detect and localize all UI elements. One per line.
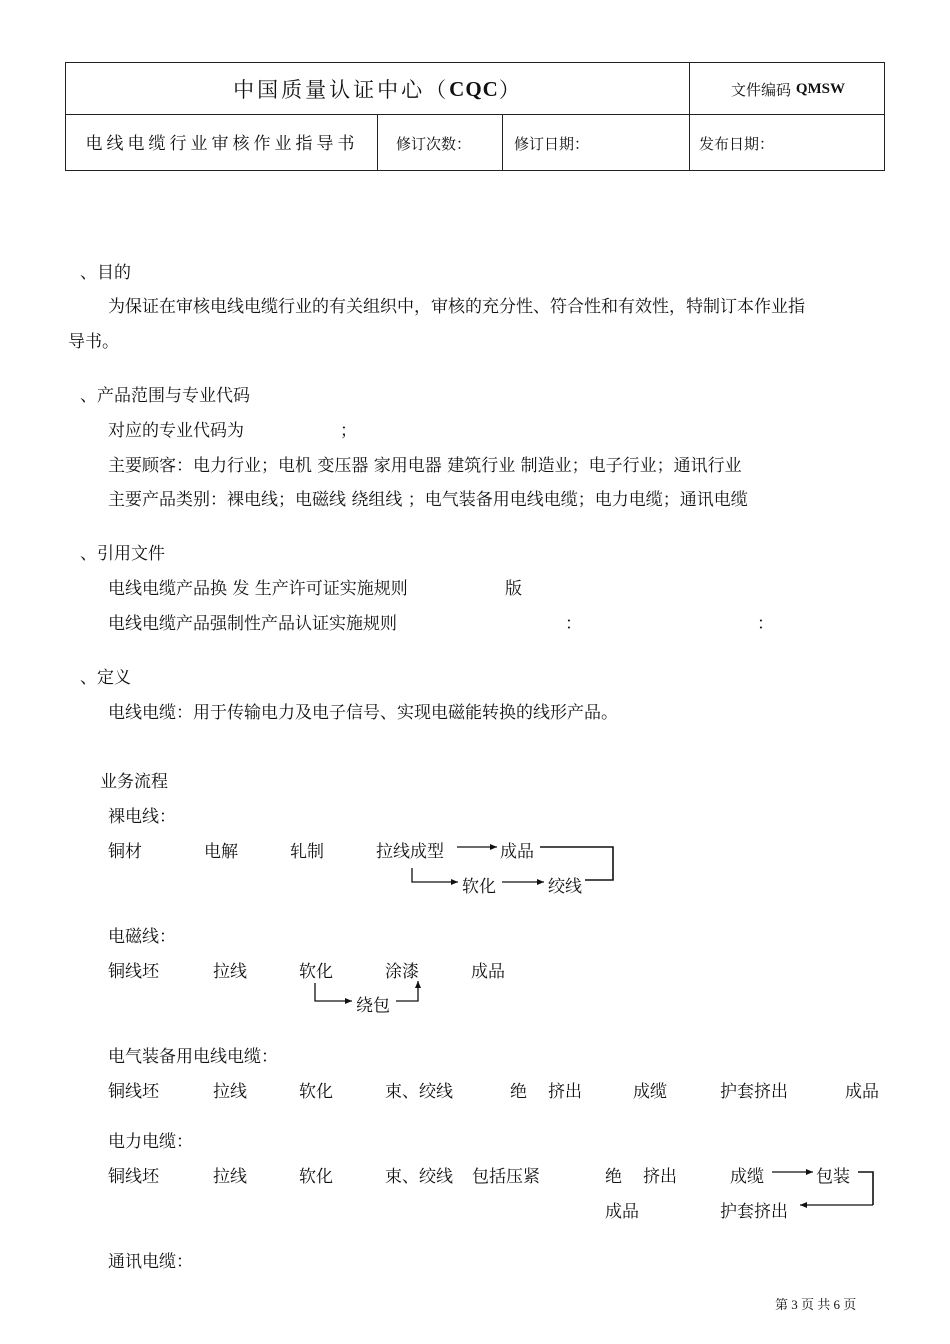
equipment-cable-step: 铜线坯	[108, 1082, 159, 1102]
bare-wire-step: 成品	[500, 842, 534, 862]
reference-2-sep-1: ：	[565, 614, 582, 634]
doc-code-label: 文件编码	[731, 80, 792, 99]
comm-cable-label: 通讯电缆：	[108, 1252, 193, 1272]
scope-categories: 主要产品类别：裸电线；电磁线 绕组线 ；电气装备用电线电缆；电力电缆；通讯电缆	[108, 490, 748, 510]
power-cable-step: 包括压紧	[472, 1167, 540, 1187]
equipment-cable-label: 电气装备用电线电缆：	[108, 1047, 278, 1067]
reference-1-suffix: 版	[505, 579, 522, 599]
guide-title: 电线电缆行业审核作业指导书	[85, 133, 359, 154]
reference-1: 电线电缆产品换 发 生产许可证实施规则	[108, 579, 408, 599]
page-total: 6	[833, 1297, 841, 1312]
power-cable-step: 挤出	[643, 1167, 677, 1187]
equipment-cable-step: 护套挤出	[720, 1082, 788, 1102]
bare-wire-label: 裸电线：	[108, 807, 176, 827]
release-date-label: 发布日期：	[699, 135, 775, 153]
magnet-wire-step: 拉线	[213, 962, 247, 982]
scope-heading: 、产品范围与专业代码	[80, 386, 250, 406]
purpose-line-1: 为保证在审核电线电缆行业的有关组织中，审核的充分性、符合性和有效性，特制订本作业指	[108, 297, 805, 317]
reference-2: 电线电缆产品强制性产品认证实施规则	[108, 614, 397, 634]
equipment-cable-step: 束、绞线	[385, 1082, 453, 1102]
power-cable-step: 铜线坯	[108, 1167, 159, 1187]
equipment-cable-step: 拉线	[213, 1082, 247, 1102]
process-heading: 业务流程	[100, 772, 168, 792]
connector-packing-loop	[858, 1172, 873, 1205]
magnet-wire-step: 涂漆	[385, 962, 419, 982]
magnet-wire-label: 电磁线：	[108, 927, 176, 947]
bare-wire-step: 铜材	[108, 842, 142, 862]
magnet-wire-step: 成品	[471, 962, 505, 982]
power-cable-label: 电力电缆：	[108, 1132, 193, 1152]
title-code: CQC	[449, 76, 499, 101]
revision-date-label: 修订日期：	[514, 135, 590, 153]
page-current: 3	[791, 1297, 798, 1312]
references-heading: 、引用文件	[80, 544, 165, 564]
bare-wire-step: 拉线成型	[376, 842, 444, 862]
page-prefix: 第	[775, 1297, 789, 1312]
reference-2-sep-2: ：	[757, 614, 774, 634]
connector-product-loop	[540, 847, 613, 880]
arrow-soften-to-wrap	[315, 983, 352, 1001]
revision-count-label: 修订次数：	[396, 135, 472, 153]
magnet-wire-step: 软化	[299, 962, 333, 982]
arrow-forming-to-soften	[412, 868, 458, 882]
power-cable-step: 成缆	[730, 1167, 764, 1187]
definition-heading: 、定义	[80, 668, 131, 688]
page-footer	[775, 1294, 856, 1313]
definition-text: 电线电缆：用于传输电力及电子信号、实现电磁能转换的线形产品。	[108, 703, 618, 723]
equipment-cable-step: 挤出	[548, 1082, 582, 1102]
bare-wire-step: 绞线	[548, 877, 582, 897]
power-cable-step: 软化	[299, 1167, 333, 1187]
bare-wire-step: 软化	[462, 877, 496, 897]
scope-code-label: 对应的专业代码为	[108, 421, 244, 441]
power-cable-step: 护套挤出	[720, 1202, 788, 1222]
magnet-wire-step: 绕包	[356, 996, 390, 1016]
page-suffix: 页	[843, 1297, 857, 1312]
title-cn: 中国质量认证中心（	[233, 78, 450, 102]
equipment-cable-step: 绝	[510, 1082, 527, 1102]
bare-wire-step: 电解	[204, 842, 238, 862]
equipment-cable-step: 成缆	[633, 1082, 667, 1102]
scope-customers: 主要顾客：电力行业；电机 变压器 家用电器 建筑行业 制造业；电子行业；通讯行业	[108, 456, 742, 476]
power-cable-step: 束、绞线	[385, 1167, 453, 1187]
bare-wire-step: 轧制	[290, 842, 324, 862]
power-cable-step: 拉线	[213, 1167, 247, 1187]
power-cable-step: 成品	[605, 1202, 639, 1222]
doc-code-value: QMSW	[795, 80, 845, 97]
purpose-line-2: 导书。	[68, 332, 119, 352]
power-cable-step: 包装	[816, 1167, 850, 1187]
page-mid: 页 共	[801, 1297, 831, 1312]
purpose-heading: 、目的	[80, 263, 131, 283]
title-close: ）	[498, 78, 523, 102]
equipment-cable-step: 软化	[299, 1082, 333, 1102]
magnet-wire-step: 铜线坯	[108, 962, 159, 982]
arrow-wrap-to-coat	[396, 981, 418, 1001]
power-cable-step: 绝	[605, 1167, 622, 1187]
equipment-cable-step: 成品	[845, 1082, 879, 1102]
scope-code-sep: ；	[340, 421, 357, 441]
